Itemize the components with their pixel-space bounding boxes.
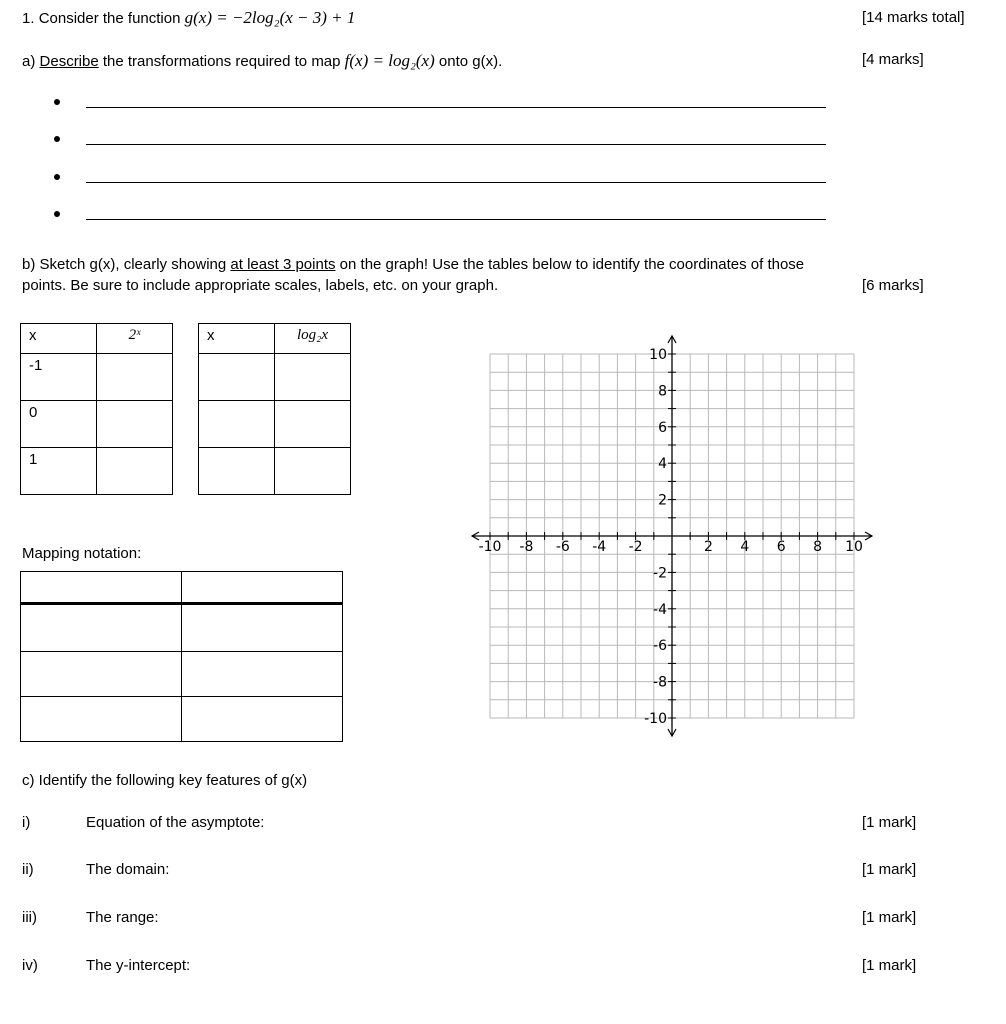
x-tick-label: 10 <box>845 539 863 555</box>
item-marks: [1 mark] <box>862 957 917 974</box>
item-marks: [1 mark] <box>862 909 917 926</box>
table-cell: -1 <box>21 354 97 401</box>
x-tick-label: -8 <box>519 539 534 555</box>
powers-of-two-table <box>20 323 173 495</box>
answer-line-1[interactable] <box>86 107 826 108</box>
item-number: ii) <box>22 861 34 878</box>
part-b-line-1 <box>22 256 804 273</box>
table-header: x <box>21 324 97 354</box>
part-b-emphasis: at least 3 points <box>230 256 336 273</box>
table-cell[interactable] <box>199 354 275 401</box>
mapping-cell[interactable] <box>182 652 343 697</box>
total-marks: [14 marks total] <box>862 9 965 26</box>
item-marks: [1 mark] <box>862 814 917 831</box>
y-tick-label: -6 <box>653 638 667 655</box>
mapping-cell[interactable] <box>21 697 182 742</box>
mapping-cell[interactable] <box>21 652 182 697</box>
bullet-point <box>54 99 60 105</box>
table-cell[interactable] <box>97 401 173 448</box>
table-cell: 0 <box>21 401 97 448</box>
question-number: 1. <box>22 10 35 27</box>
table-cell: 1 <box>21 448 97 495</box>
part-a-text-end: onto g(x). <box>438 53 503 70</box>
answer-line-3[interactable] <box>86 182 826 183</box>
question-heading <box>22 8 355 28</box>
y-tick-label: 2 <box>658 492 667 509</box>
y-tick-label: 10 <box>649 347 667 363</box>
x-tick-label: -2 <box>628 539 643 555</box>
coordinate-grid[interactable] <box>460 325 890 755</box>
part-a-verb: Describe <box>39 53 99 70</box>
y-tick-label: -2 <box>653 565 667 582</box>
function-definition: g(x) = −2log₂(x − 3) + 1 <box>184 8 356 27</box>
item-number: iv) <box>22 957 38 974</box>
mapping-cell[interactable] <box>182 697 343 742</box>
table-cell[interactable] <box>97 354 173 401</box>
bullet-point <box>54 174 60 180</box>
part-b-line-2: points. Be sure to include appropriate scales, labels, etc. on your graph. <box>22 277 499 294</box>
x-tick-label: 6 <box>776 539 786 555</box>
part-a-text: the transformations required to map <box>102 53 341 70</box>
item-number: iii) <box>22 909 37 926</box>
y-tick-label: -10 <box>644 711 667 727</box>
table-cell[interactable] <box>275 401 351 448</box>
table-cell[interactable] <box>199 401 275 448</box>
item-text: The range: <box>86 909 159 926</box>
base-function: f(x) = log₂(x) <box>344 51 435 70</box>
x-tick-label: 2 <box>703 539 713 555</box>
mapping-cell[interactable] <box>21 572 182 604</box>
part-b-text-end: on the graph! Use the tables below to identify the coordinates of those <box>339 256 805 273</box>
question-prompt: Consider the function <box>38 10 181 27</box>
table-header: log₂x <box>275 324 351 354</box>
part-a-marks: [4 marks] <box>862 51 924 68</box>
x-tick-label: 4 <box>740 539 750 555</box>
answer-line-2[interactable] <box>86 144 826 145</box>
mapping-cell[interactable] <box>182 572 343 604</box>
mapping-cell[interactable] <box>182 604 343 652</box>
x-tick-label: 8 <box>813 539 823 555</box>
item-text: Equation of the asymptote: <box>86 814 265 831</box>
y-tick-label: -8 <box>653 674 667 691</box>
part-a-prompt <box>22 51 502 71</box>
table-header: 2ˣ <box>97 324 173 354</box>
table-cell[interactable] <box>199 448 275 495</box>
bullet-point <box>54 211 60 217</box>
x-tick-label: -6 <box>555 539 570 555</box>
bullet-point <box>54 136 60 142</box>
item-number: i) <box>22 814 31 831</box>
table-cell[interactable] <box>97 448 173 495</box>
y-tick-label: -4 <box>653 601 667 618</box>
part-b-marks: [6 marks] <box>862 277 924 294</box>
x-tick-label: -10 <box>478 539 502 555</box>
item-text: The domain: <box>86 861 170 878</box>
y-tick-label: 8 <box>658 383 667 400</box>
part-a-label: a) <box>22 53 36 70</box>
table-header: x <box>199 324 275 354</box>
x-tick-label: -4 <box>592 539 607 555</box>
y-tick-label: 4 <box>658 456 667 473</box>
part-b-text: b) Sketch g(x), clearly showing <box>22 256 227 273</box>
y-tick-label: 6 <box>658 419 667 436</box>
log-base-two-table <box>198 323 351 495</box>
item-marks: [1 mark] <box>862 861 917 878</box>
part-c-heading: c) Identify the following key features of g(x) <box>22 772 308 789</box>
mapping-cell[interactable] <box>21 604 182 652</box>
answer-line-4[interactable] <box>86 219 826 220</box>
mapping-notation-table <box>20 571 343 742</box>
item-text: The y-intercept: <box>86 957 191 974</box>
table-cell[interactable] <box>275 448 351 495</box>
mapping-label: Mapping notation: <box>22 545 142 562</box>
table-cell[interactable] <box>275 354 351 401</box>
